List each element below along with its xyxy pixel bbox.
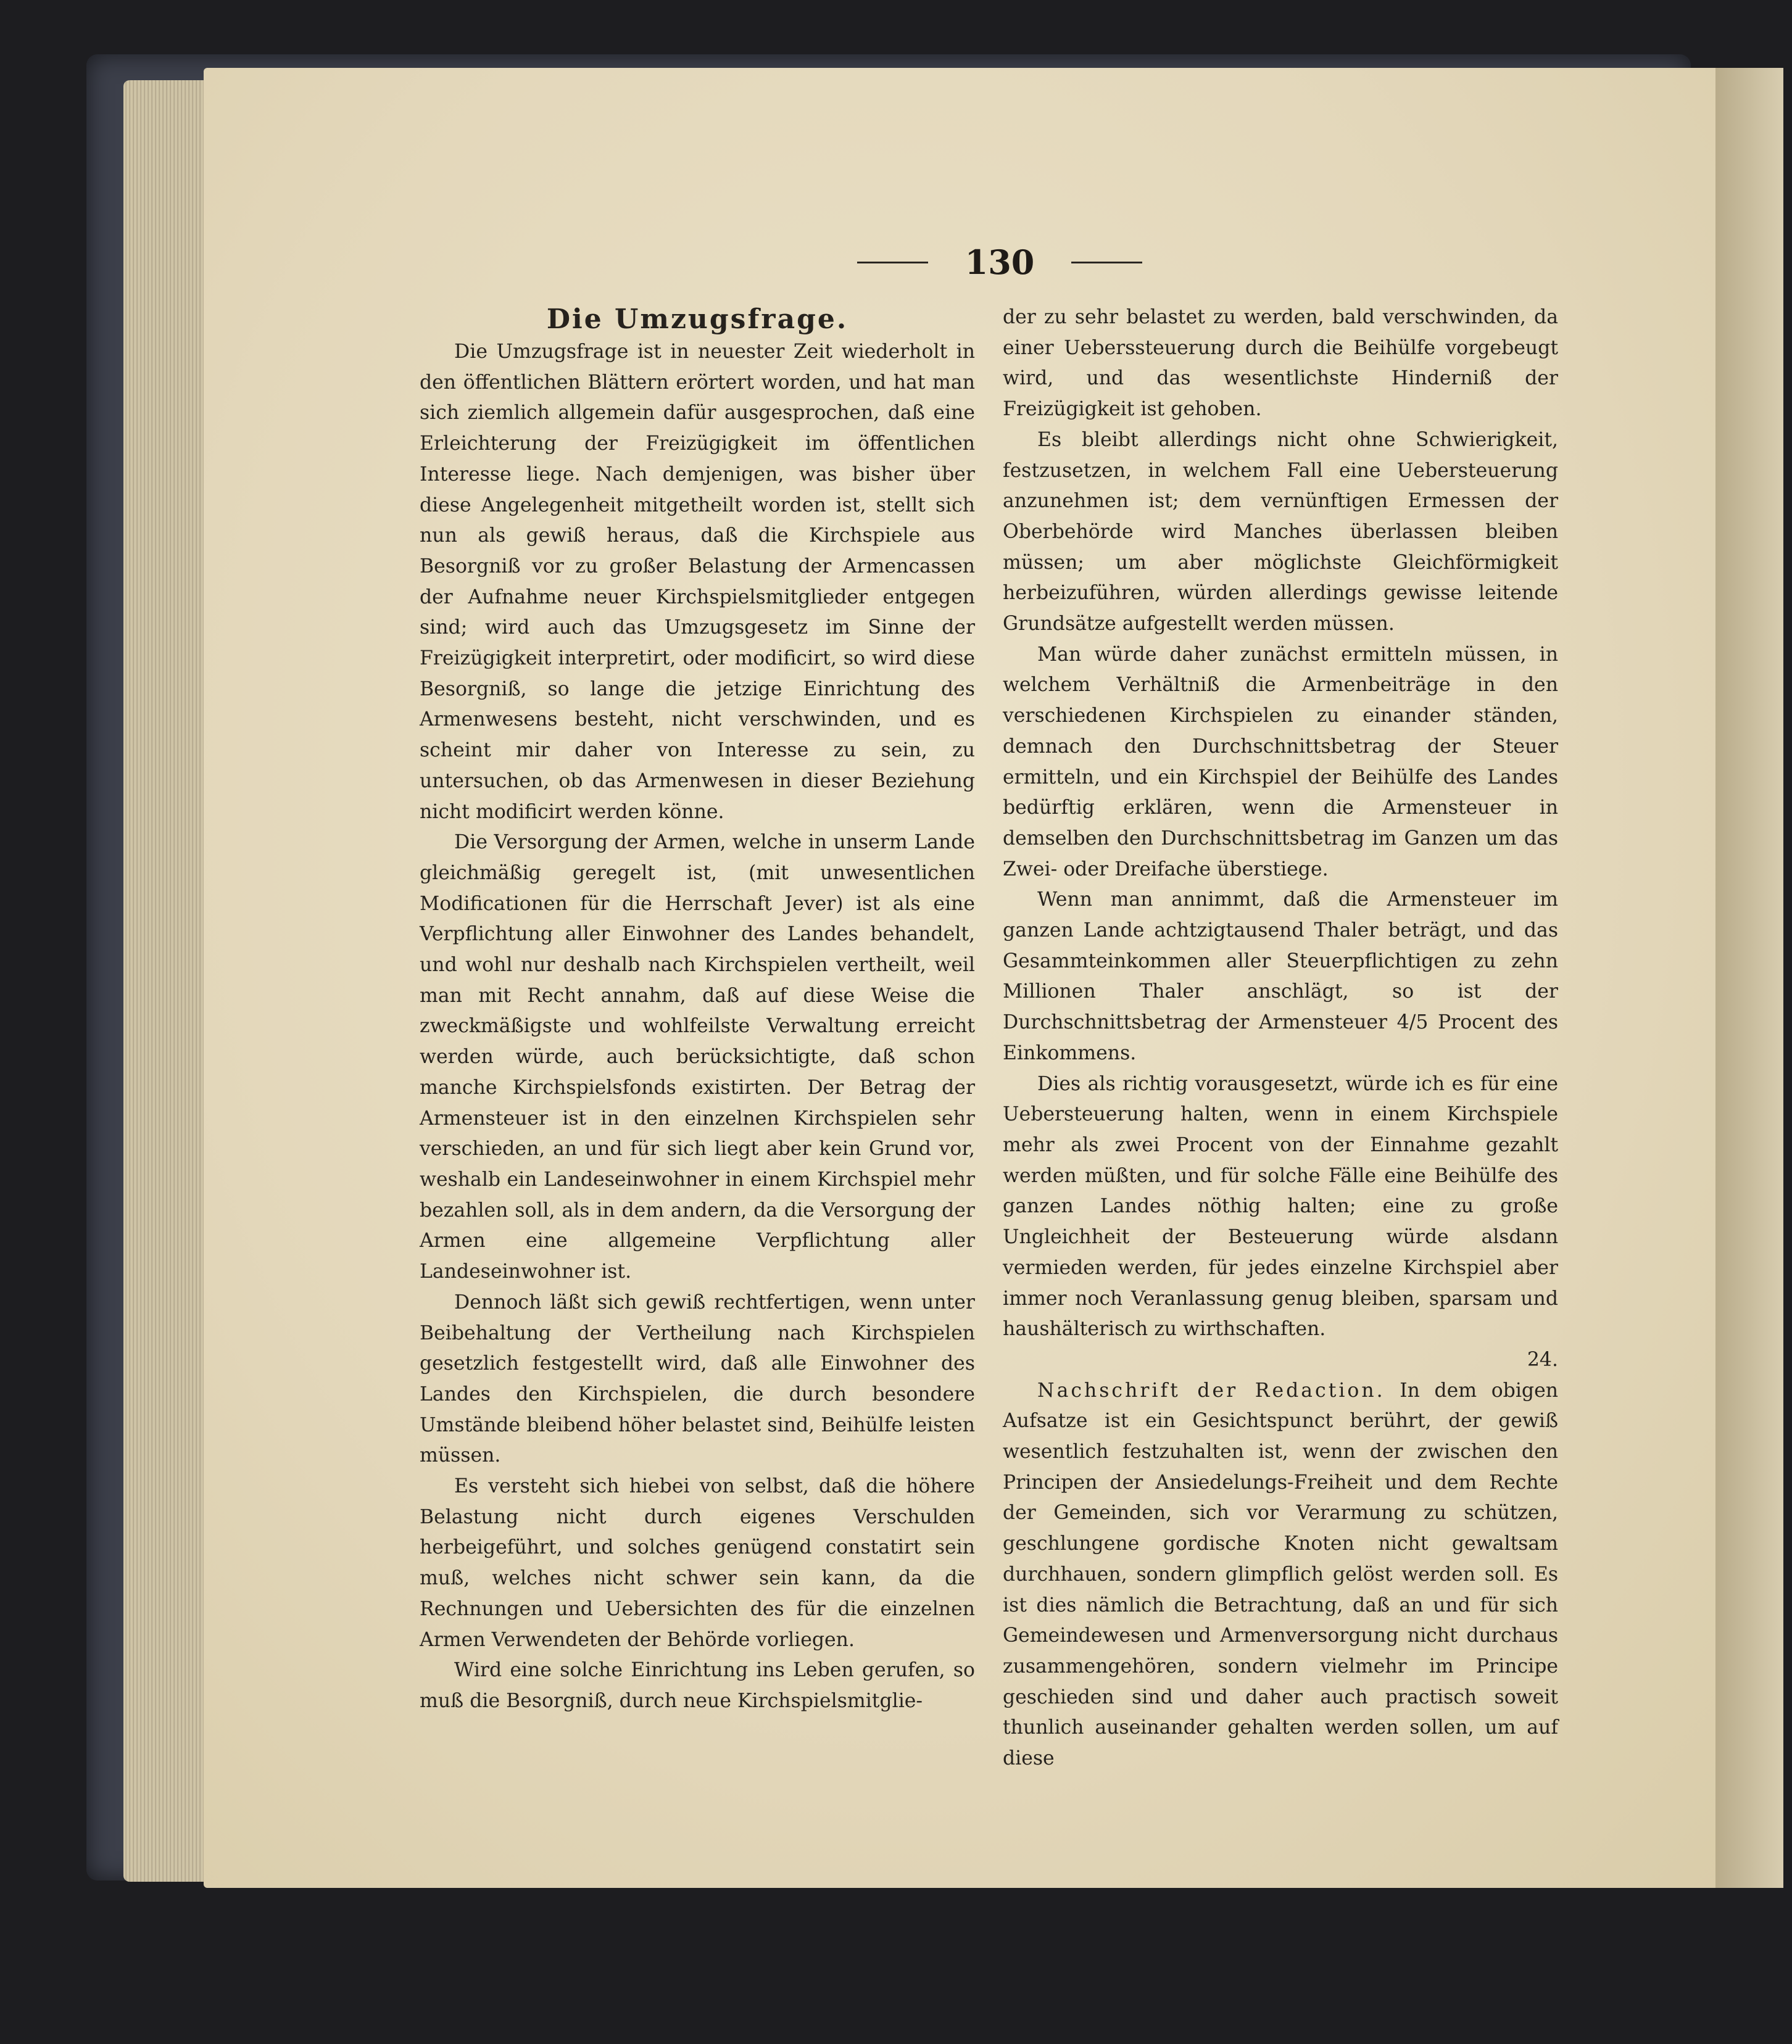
paragraph: der zu sehr belastet zu werden, bald verschwinden, da einer Ueberssteuerung durch die Beihülfe vorgebeugt wird, und das wesentlichste Hinderniß der Freizügigkeit ist gehoben. xyxy=(1003,306,1558,421)
paragraph: Dennoch läßt sich gewiß rechtfertigen, wenn unter Beibehaltung der Vertheilung nach Kirchspielen gesetzlich festgestellt wird, daß alle Einwohner des Landes den Kirchspielen, die durch besondere Umstände bleibend höher belastet sind, Beihülfe leisten müssen. xyxy=(420,1291,975,1467)
paragraph: Es bleibt allerdings nicht ohne Schwierigkeit, festzusetzen, in welchem Fall eine Uebersteuerung anzunehmen ist; dem vernünftigen Ermessen der Oberbehörde wird Manches überlassen bleiben müssen; um aber möglichste Gleichförmigkeit herbeizuführen, würden allerdings gewisse leitende Grundsätze aufgestellt werden müssen. xyxy=(1003,428,1558,635)
postscript-label: Nachschrift der Redaction. xyxy=(1037,1379,1385,1402)
paragraph: Dies als richtig vorausgesetzt, würde ich es für eine Uebersteuerung halten, wenn in einem Kirchspiele mehr als zwei Procent von der Einnahme gezahlt werden müßten, und für solche Fälle eine Beihülfe des ganzen Landes nöthig halten; eine zu große Ungleichheit der Besteuerung würde alsdann vermieden werden, für jedes einzelne Kirchspiel aber immer noch Veranlassung genug bleiben, sparsam und haushälterisch zu wirthschaften. xyxy=(1003,1072,1558,1341)
author-signature: 24. xyxy=(1527,1348,1558,1371)
postscript-paragraph xyxy=(1003,1376,1558,1774)
left-column xyxy=(420,302,975,1717)
postscript-text: In dem obigen Aufsatze ist ein Gesichtspunct berührt, der gewiß wesentlich festzuhalten ist, wenn der zwischen den Principen der Ansiedelungs-Freiheit und dem Rechte der Gemeinden, sich vor Verarmung zu schützen, geschlungene gordische Knoten nicht gewaltsam durchhauen, sondern glimpflich gelöst werden soll. Es ist dies nämlich die Betrachtung, daß an und für sich Gemeindewesen und Armenversorgung nicht durchaus zusammengehören, sondern vielmehr im Principe geschieden sind und daher auch practisch soweit thunlich auseinander gehalten werden sollen, um auf diese xyxy=(1003,1379,1559,1770)
page-number: 130 xyxy=(964,242,1035,282)
right-column xyxy=(1003,302,1558,1774)
page-header xyxy=(827,238,1172,287)
next-page-edge xyxy=(1715,68,1783,1888)
article-title: Die Umzugsfrage. xyxy=(546,304,848,335)
header-rule-left xyxy=(857,262,928,263)
header-rule-right xyxy=(1071,262,1142,263)
paragraph: Die Umzugsfrage ist in neuester Zeit wiederholt in den öffentlichen Blättern erörtert worden, und hat man sich ziemlich allgemein dafür ausgesprochen, daß eine Erleichterung der Freizügigkeit im öffentlichen Interesse liege. Nach demjenigen, was bisher über diese Angelegenheit mitgetheilt worden ist, stellt sich nun als gewiß heraus, daß die Kirchspiele aus Besorgniß vor zu großer Belastung der Armencassen der Aufnahme neuer Kirchspielsmitglieder entgegen sind; wird auch das Umzugsgesetz im Sinne der Freizügigkeit interpretirt, oder modificirt, so wird diese Besorgniß, so lange die jetzige Einrichtung des Armenwesens besteht, nicht verschwinden, und es scheint mir daher von Interesse zu sein, zu untersuchen, ob das Armenwesen in dieser Beziehung nicht modificirt werden könne. xyxy=(420,341,975,823)
paragraph: Wenn man annimmt, daß die Armensteuer im ganzen Lande achtzigtausend Thaler beträgt, und das Gesammteinkommen aller Steuerpflichtigen zu zehn Millionen Thaler anschlägt, so ist der Durchschnittsbetrag der Armensteuer 4/5 Procent des Einkommens. xyxy=(1003,888,1558,1064)
paragraph: Man würde daher zunächst ermitteln müssen, in welchem Verhältniß die Armenbeiträge in den verschiedenen Kirchspielen zu einander ständen, demnach den Durchschnittsbetrag der Steuer ermitteln, und ein Kirchspiel der Beihülfe des Landes bedürftig erklären, wenn die Armensteuer in demselben den Durchschnittsbetrag im Ganzen um das Zwei- oder Dreifache überstiege. xyxy=(1003,643,1558,880)
paragraph: Es versteht sich hiebei von selbst, daß die höhere Belastung nicht durch eigenes Verschulden herbeigeführt, und solches genügend constatirt sein muß, welches nicht schwer sein kann, da die Rechnungen und Uebersichten des für die einzelnen Armen Verwendeten der Behörde vorliegen. xyxy=(420,1475,975,1651)
paragraph: Die Versorgung der Armen, welche in unserm Lande gleichmäßig geregelt ist, (mit unwesentlichen Modificationen für die Herrschaft Jever) ist als eine Verpflichtung aller Einwohner des Landes behandelt, und wohl nur deshalb nach Kirchspielen vertheilt, weil man mit Recht annahm, daß auf diese Weise die zweckmäßigste und wohlfeilste Verwaltung erreicht werden würde, auch berücksichtigte, daß schon manche Kirchspielsfonds existirten. Der Betrag der Armensteuer ist in den einzelnen Kirchspielen sehr verschieden, an und für sich liegt aber kein Grund vor, weshalb ein Landeseinwohner in einem Kirchspiel mehr bezahlen soll, als in dem andern, da die Versorgung der Armen eine allgemeine Verpflichtung aller Landeseinwohner ist. xyxy=(420,831,975,1283)
paragraph: Wird eine solche Einrichtung ins Leben gerufen, so muß die Besorgniß, durch neue Kirchspielsmitglie- xyxy=(420,1659,975,1712)
